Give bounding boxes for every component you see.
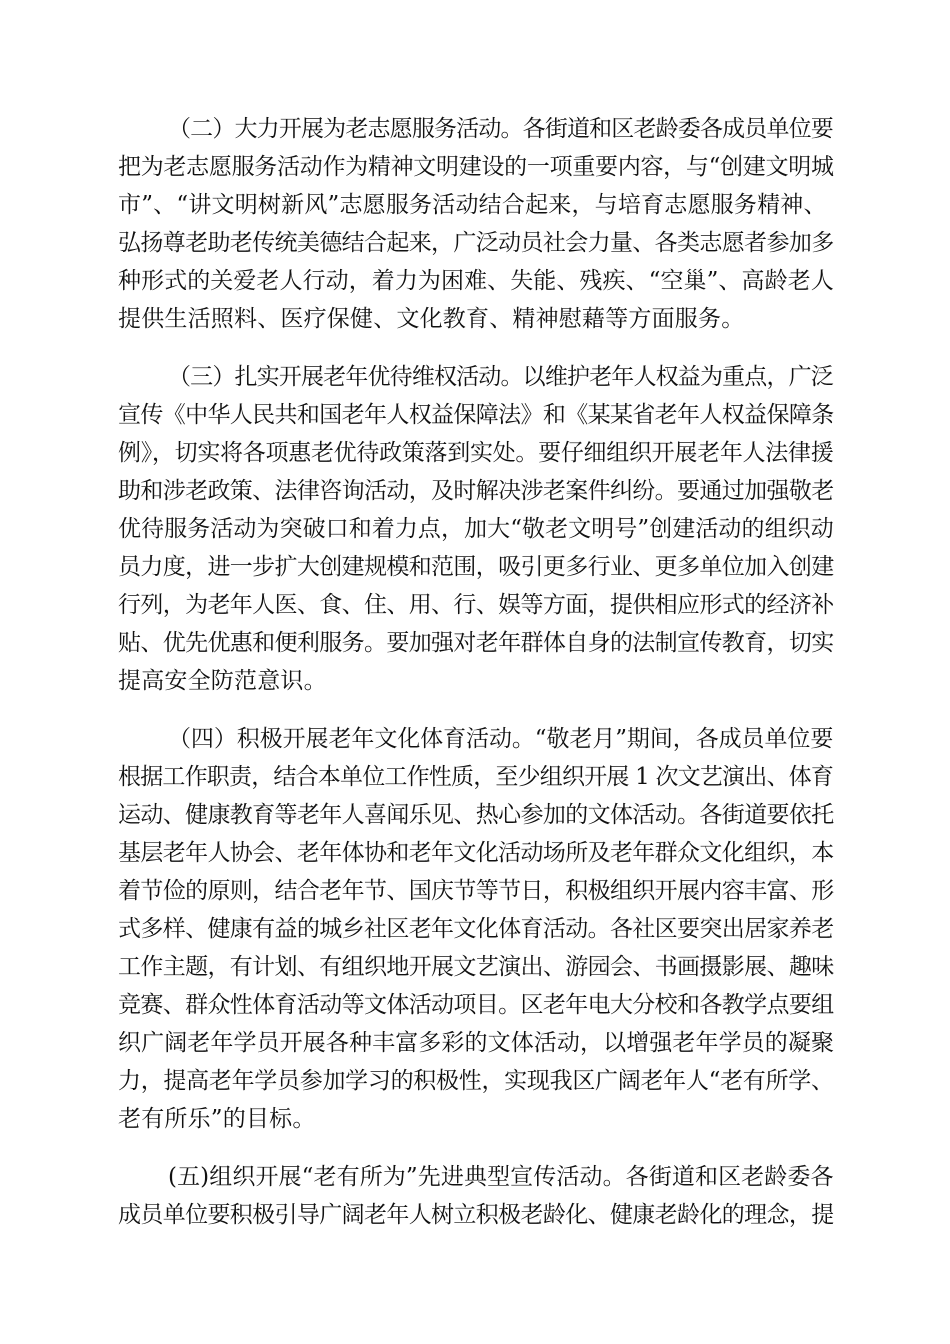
paragraph-4-line-8: 竞赛、群众性体育活动等文体活动项目。区老年电大分校和各教学点要组 (118, 992, 834, 1018)
paragraph-3-line-6: 员力度，进一步扩大创建规模和范围，吸引更多行业、更多单位加入创建 (118, 554, 834, 580)
paragraph-2-line-3: 市”、“讲文明树新风”志愿服务活动结合起来，与培育志愿服务精神、 (118, 192, 827, 218)
paragraph-3-line-9: 提高安全防范意识。 (118, 668, 327, 694)
paragraph-2-line-4: 弘扬尊老助老传统美德结合起来，广泛动员社会力量、各类志愿者参加多 (118, 230, 834, 256)
paragraph-3-line-2: 宣传《中华人民共和国老年人权益保障法》和《某某省老年人权益保障条 (118, 402, 834, 428)
paragraph-2-line-5: 种形式的关爱老人行动，着力为困难、失能、残疾、“空巢”、高龄老人 (118, 268, 834, 294)
paragraph-4-line-6: 式多样、健康有益的城乡社区老年文化体育活动。各社区要突出居家养老 (118, 916, 834, 942)
paragraph-2-line-2: 把为老志愿服务活动作为精神文明建设的一项重要内容，与“创建文明城 (118, 154, 834, 180)
paragraph-4-line-2: 根据工作职责，结合本单位工作性质，至少组织开展 1 次文艺演出、体育 (118, 764, 834, 790)
paragraph-3-line-3: 例》，切实将各项惠老优待政策落到实处。要仔细组织开展老年人法律援 (118, 440, 834, 466)
paragraph-4-line-7: 工作主题，有计划、有组织地开展文艺演出、游园会、书画摄影展、趣味 (118, 954, 834, 980)
paragraph-3-line-8: 贴、优先优惠和便利服务。要加强对老年群体自身的法制宣传教育，切实 (118, 630, 834, 656)
paragraph-2-line-1: （二）大力开展为老志愿服务活动。各街道和区老龄委各成员单位要 (168, 116, 833, 142)
paragraph-2-line-6: 提供生活照料、医疗保健、文化教育、精神慰藉等方面服务。 (118, 306, 745, 332)
paragraph-4-line-10: 力，提高老年学员参加学习的积极性，实现我区广阔老年人“老有所学、 (118, 1068, 834, 1094)
paragraph-4-line-3: 运动、健康教育等老年人喜闻乐见、热心参加的文体活动。各街道要依托 (118, 802, 834, 828)
paragraph-3-line-7: 行列，为老年人医、食、住、用、行、娱等方面，提供相应形式的经济补 (118, 592, 834, 618)
paragraph-5-line-1: (五)组织开展“老有所为”先进典型宣传活动。各街道和区老龄委各 (168, 1164, 834, 1190)
paragraph-4-line-11: 老有所乐”的目标。 (118, 1106, 316, 1132)
paragraph-5-line-2: 成员单位要积极引导广阔老年人树立积极老龄化、健康老龄化的理念，提 (118, 1202, 834, 1228)
paragraph-4-line-9: 织广阔老年学员开展各种丰富多彩的文体活动，以增强老年学员的凝聚 (118, 1030, 834, 1056)
paragraph-3-line-4: 助和涉老政策、法律咨询活动，及时解决涉老案件纠纷。要通过加强敬老 (118, 478, 834, 504)
paragraph-4-line-1: （四）积极开展老年文化体育活动。“敬老月”期间，各成员单位要 (168, 726, 834, 752)
paragraph-4-line-5: 着节俭的原则，结合老年节、国庆节等节日，积极组织开展内容丰富、形 (118, 878, 834, 904)
paragraph-3-line-5: 优待服务活动为突破口和着力点，加大“敬老文明号”创建活动的组织动 (118, 516, 834, 542)
paragraph-4-line-4: 基层老年人协会、老年体协和老年文化活动场所及老年群众文化组织，本 (118, 840, 834, 866)
paragraph-3-line-1: （三）扎实开展老年优待维权活动。以维护老年人权益为重点，广泛 (168, 364, 833, 390)
